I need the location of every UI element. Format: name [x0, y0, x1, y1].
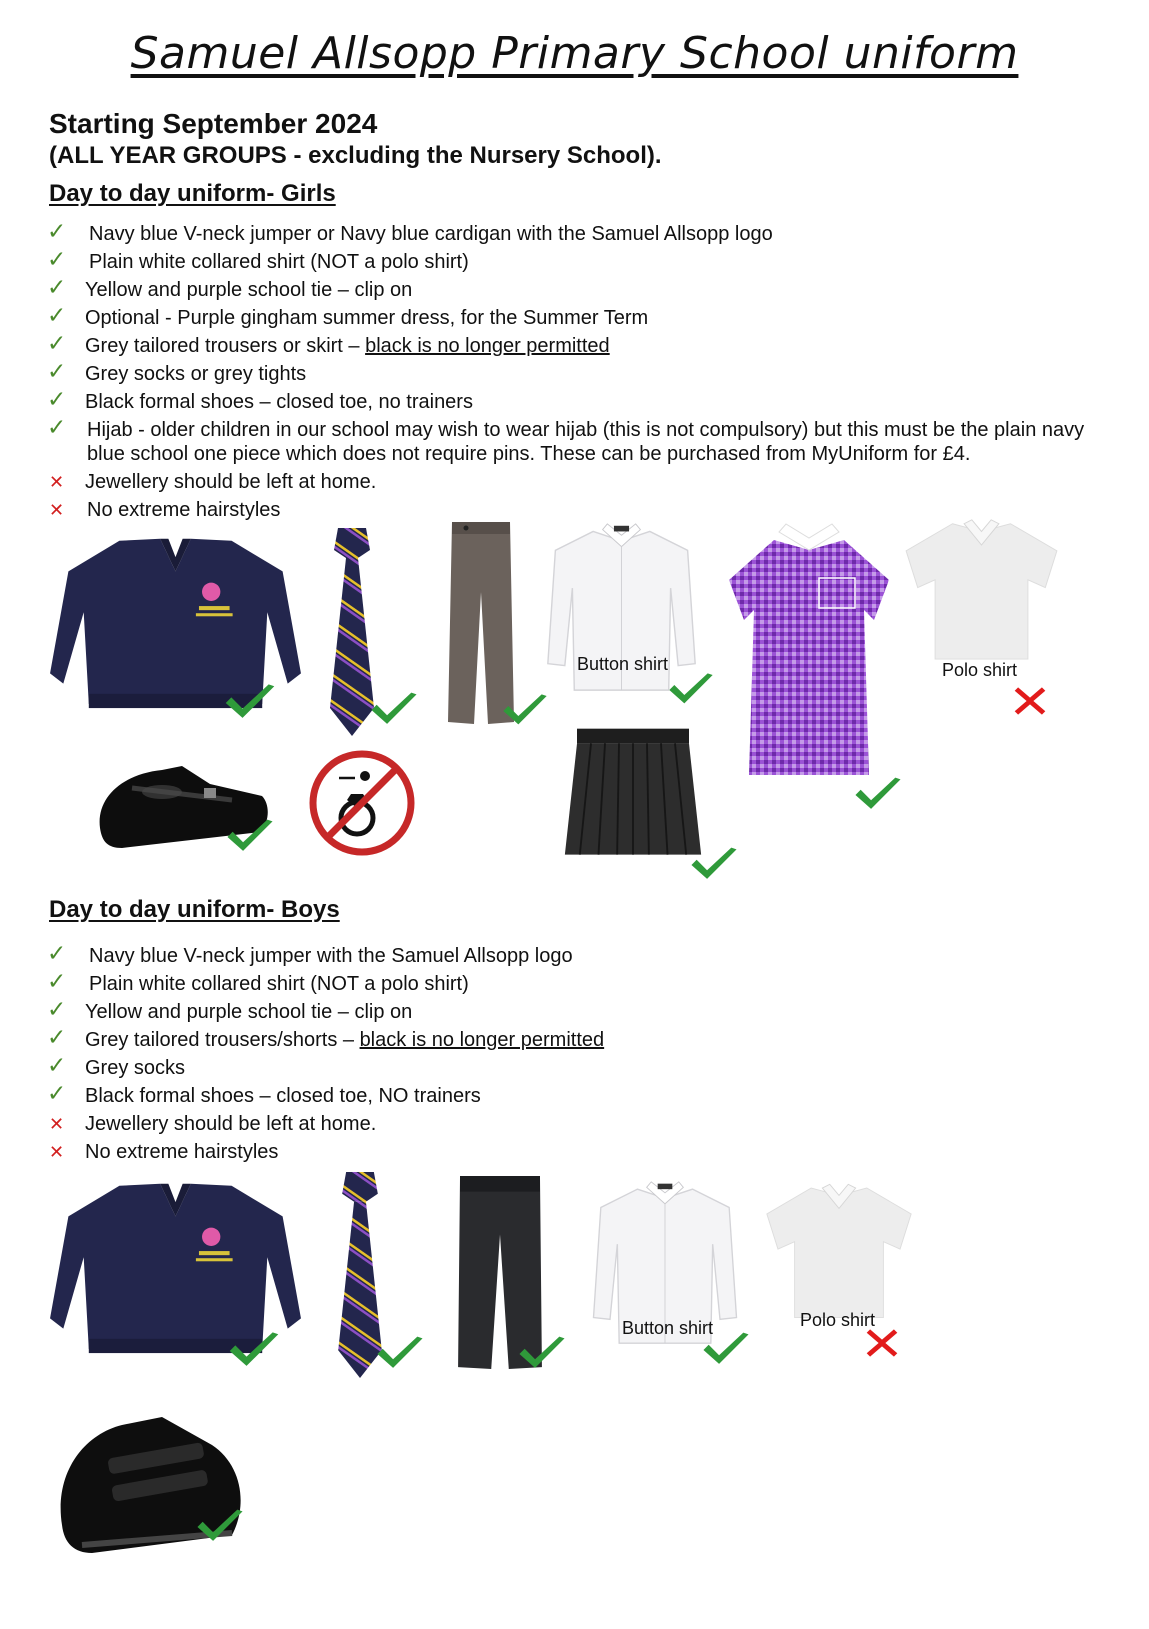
cross-icon: ✕ [49, 472, 65, 492]
list-item: ✓ Plain white collared shirt (NOT a polo shirt) [47, 246, 469, 273]
polo-shirt-caption: Polo shirt [942, 660, 1018, 680]
list-item: ✓ Navy blue V-neck jumper or Navy blue cardigan with the Samuel Allsopp logo [47, 218, 773, 245]
cross-icon: ✕ [49, 1114, 65, 1134]
check-icon [194, 1506, 246, 1548]
list-item: ✓ Grey socks or grey tights [47, 358, 307, 385]
check-icon: ✓ [47, 1052, 67, 1078]
list-item: ✓ Grey socks [47, 1052, 186, 1079]
list-item: ✓ Yellow and purple school tie – clip on [47, 996, 413, 1023]
cross-icon: ✕ [49, 500, 65, 520]
list-item: ✓ Black formal shoes – closed toe, NO trainers [47, 1080, 481, 1107]
girls-section-heading: Day to day uniform- Girls [49, 180, 336, 207]
check-icon: ✓ [47, 386, 67, 412]
polo-shirt-caption: Polo shirt [800, 1310, 876, 1330]
cross-icon [1013, 684, 1047, 718]
check-icon [368, 690, 420, 730]
check-icon [852, 775, 904, 815]
check-icon [700, 1330, 752, 1370]
check-icon: ✓ [47, 996, 67, 1022]
check-icon: ✓ [47, 246, 67, 272]
check-icon [224, 816, 276, 858]
list-item: ✕ No extreme hairstyles [49, 1141, 279, 1163]
check-icon: ✓ [47, 1080, 67, 1106]
check-icon: ✓ [47, 968, 67, 994]
check-icon [666, 670, 716, 710]
button-shirt-caption: Button shirt [622, 1318, 714, 1338]
polo-shirt-image [765, 1180, 913, 1320]
check-icon: ✓ [47, 358, 67, 384]
polo-shirt-image [904, 516, 1059, 661]
check-icon [688, 844, 740, 886]
check-icon: ✓ [47, 1024, 67, 1050]
year-groups-note: (ALL YEAR GROUPS - excluding the Nursery School). [49, 142, 662, 169]
cross-icon: ✕ [49, 1142, 65, 1162]
list-item: ✕ No extreme hairstyles [49, 499, 281, 521]
check-icon [222, 682, 278, 724]
check-icon: ✓ [47, 218, 67, 244]
list-item: ✓ Hijab - older children in our school may wish to wear hijab (this is not compulsory) but this must be the plain navy blue school one piece which does not require pins. These can be purchased from MyUniform for £4. [47, 414, 1085, 465]
list-item: ✓ Yellow and purple school tie – clip on [47, 274, 413, 301]
check-icon [374, 1334, 426, 1374]
list-item: ✕ Jewellery should be left at home. [49, 471, 377, 493]
list-item: ✓ Navy blue V-neck jumper with the Samuel Allsopp logo [47, 940, 573, 967]
cross-icon [865, 1326, 899, 1360]
list-item: ✓ Grey tailored trousers or skirt – black is no longer permitted [47, 330, 610, 357]
pleated-skirt-image [563, 724, 703, 864]
boys-uniform-list [47, 940, 1107, 1168]
girls-uniform-list [47, 218, 1107, 526]
list-item: ✕ Jewellery should be left at home. [49, 1113, 377, 1135]
page-title: Samuel Allsopp Primary School uniform [130, 28, 1019, 79]
check-icon [226, 1330, 282, 1372]
start-date-heading: Starting September 2024 [49, 108, 378, 139]
no-jewellery-icon [307, 748, 417, 858]
list-item: ✓ Optional - Purple gingham summer dress, for the Summer Term [47, 302, 649, 329]
check-icon: ✓ [47, 302, 67, 328]
gingham-dress-image [724, 520, 894, 785]
check-icon [500, 692, 550, 730]
check-icon: ✓ [47, 414, 67, 440]
check-icon: ✓ [47, 330, 67, 356]
check-icon: ✓ [47, 940, 67, 966]
list-item: ✓ Grey tailored trousers/shorts – black is no longer permitted [47, 1024, 605, 1051]
boys-section-heading: Day to day uniform- Boys [49, 896, 340, 923]
button-shirt-caption: Button shirt [577, 654, 669, 674]
list-item: ✓ Plain white collared shirt (NOT a polo shirt) [47, 968, 469, 995]
check-icon: ✓ [47, 274, 67, 300]
list-item: ✓ Black formal shoes – closed toe, no trainers [47, 386, 473, 413]
check-icon [516, 1334, 568, 1374]
